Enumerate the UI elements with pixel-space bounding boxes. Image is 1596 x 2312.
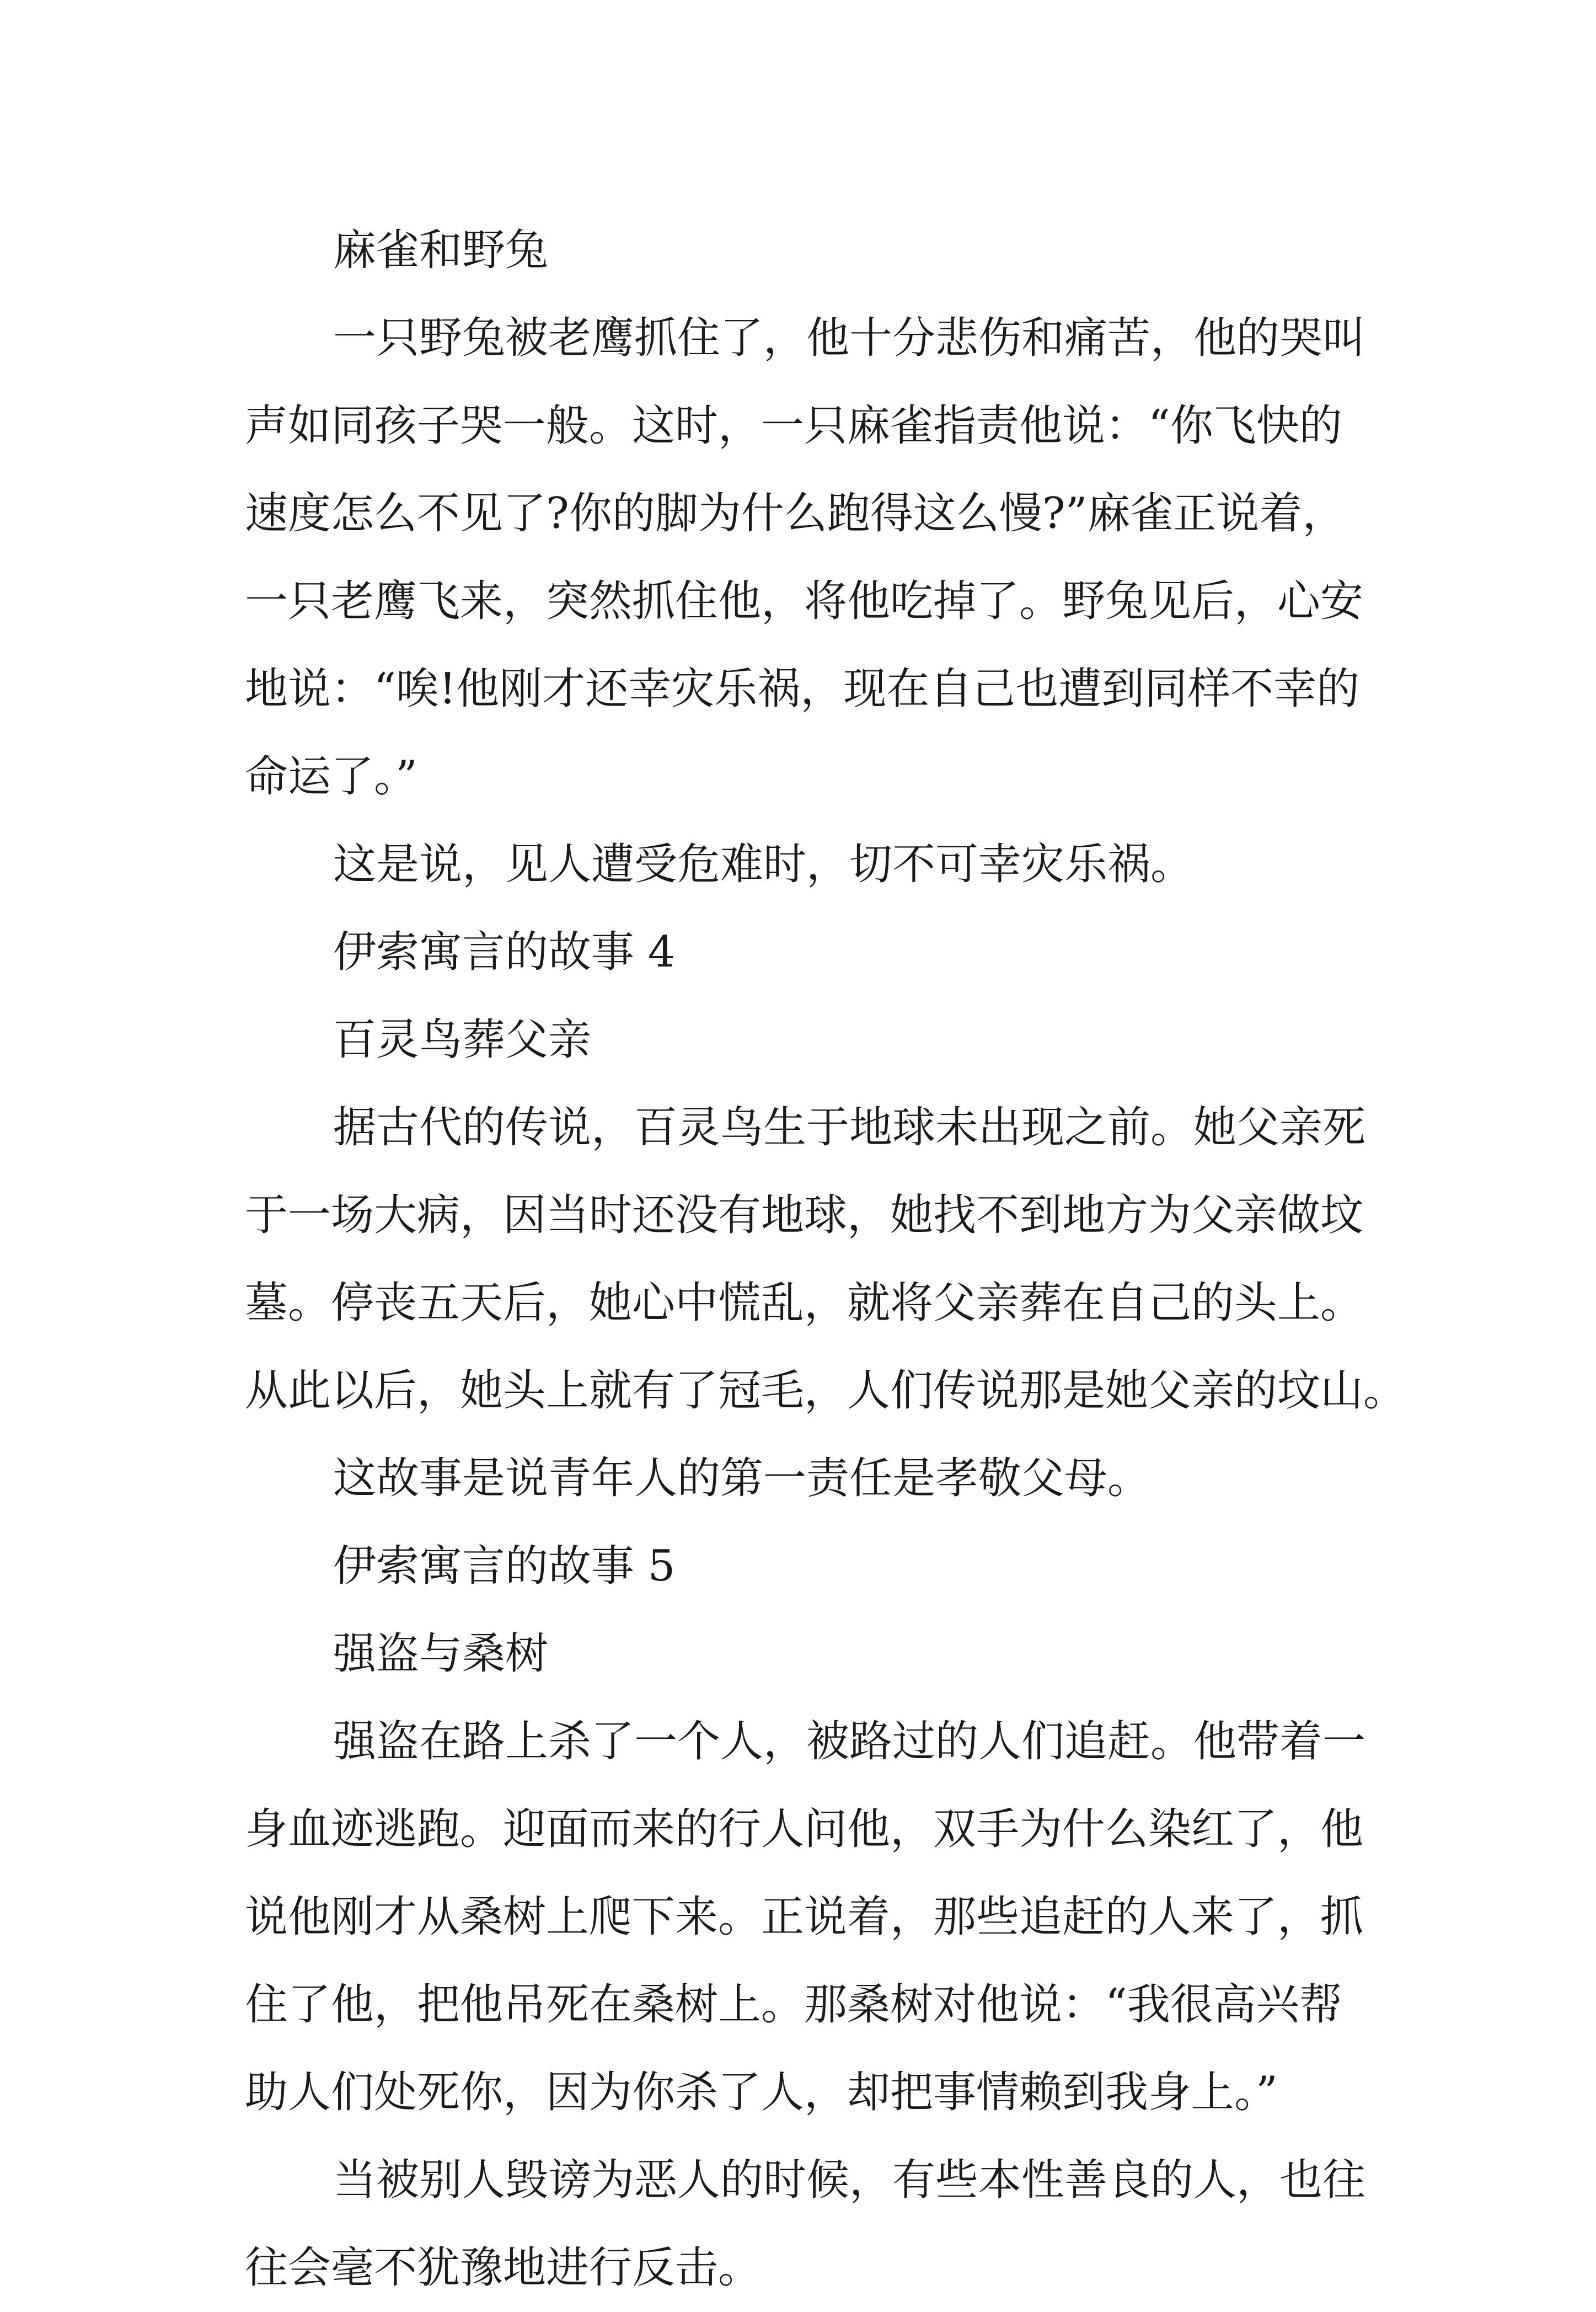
paragraph-line: 一只野兔被老鹰抓住了，他十分悲伤和痛苦，他的哭叫	[333, 313, 1366, 363]
paragraph-line: 说他刚才从桑树上爬下来。正说着，那些追赶的人来了，抓	[245, 1892, 1364, 1942]
paragraph-line: 身血迹逃跑。迎面而来的行人问他，双手为什么染红了，他	[245, 1804, 1364, 1854]
paragraph-line: 于一场大病，因当时还没有地球，她找不到地方为父亲做坟	[245, 1190, 1364, 1240]
moral-line: 当被别人毁谤为恶人的时候，有些本性善良的人，也往	[333, 2155, 1366, 2205]
section-heading-story-5: 伊索寓言的故事 5	[333, 1541, 676, 1591]
story-title-sparrow-hare: 麻雀和野兔	[333, 226, 549, 275]
story-title-lark: 百灵鸟葬父亲	[333, 1015, 592, 1065]
paragraph-line: 住了他，把他吊死在桑树上。那桑树对他说：“我很高兴帮	[245, 1980, 1342, 2030]
story-title-robber-mulberry: 强盗与桑树	[333, 1629, 549, 1679]
paragraph-line: 从此以后，她头上就有了冠毛，人们传说那是她父亲的坟山。	[245, 1366, 1407, 1416]
moral-line: 往会毫不犹豫地进行反击。	[245, 2243, 762, 2293]
section-heading-story-4: 伊索寓言的故事 4	[333, 927, 676, 977]
paragraph-line: 命运了。”	[245, 752, 417, 802]
paragraph-line: 据古代的传说，百灵鸟生于地球未出现之前。她父亲死	[333, 1103, 1366, 1152]
paragraph-line: 墓。停丧五天后，她心中慌乱，就将父亲葬在自己的头上。	[245, 1278, 1364, 1328]
moral-line: 这是说，见人遭受危难时，切不可幸灾乐祸。	[333, 840, 1194, 889]
paragraph-line: 一只老鹰飞来，突然抓住他，将他吃掉了。野兔见后，心安	[245, 576, 1364, 626]
document-body	[245, 207, 1407, 2312]
paragraph-line: 地说：“唉!他刚才还幸灾乐祸，现在自己也遭到同样不幸的	[245, 664, 1360, 714]
paragraph-line: 速度怎么不见了?你的脚为什么跑得这么慢?”麻雀正说着，	[245, 489, 1346, 538]
paragraph-line: 助人们处死你，因为你杀了人，却把事情赖到我身上。”	[245, 2068, 1278, 2117]
paragraph-line: 声如同孩子哭一般。这时，一只麻雀指责他说：“你飞快的	[245, 401, 1342, 451]
moral-line: 这故事是说青年人的第一责任是孝敬父母。	[333, 1454, 1151, 1503]
paragraph-line: 强盗在路上杀了一个人，被路过的人们追赶。他带着一	[333, 1717, 1366, 1766]
